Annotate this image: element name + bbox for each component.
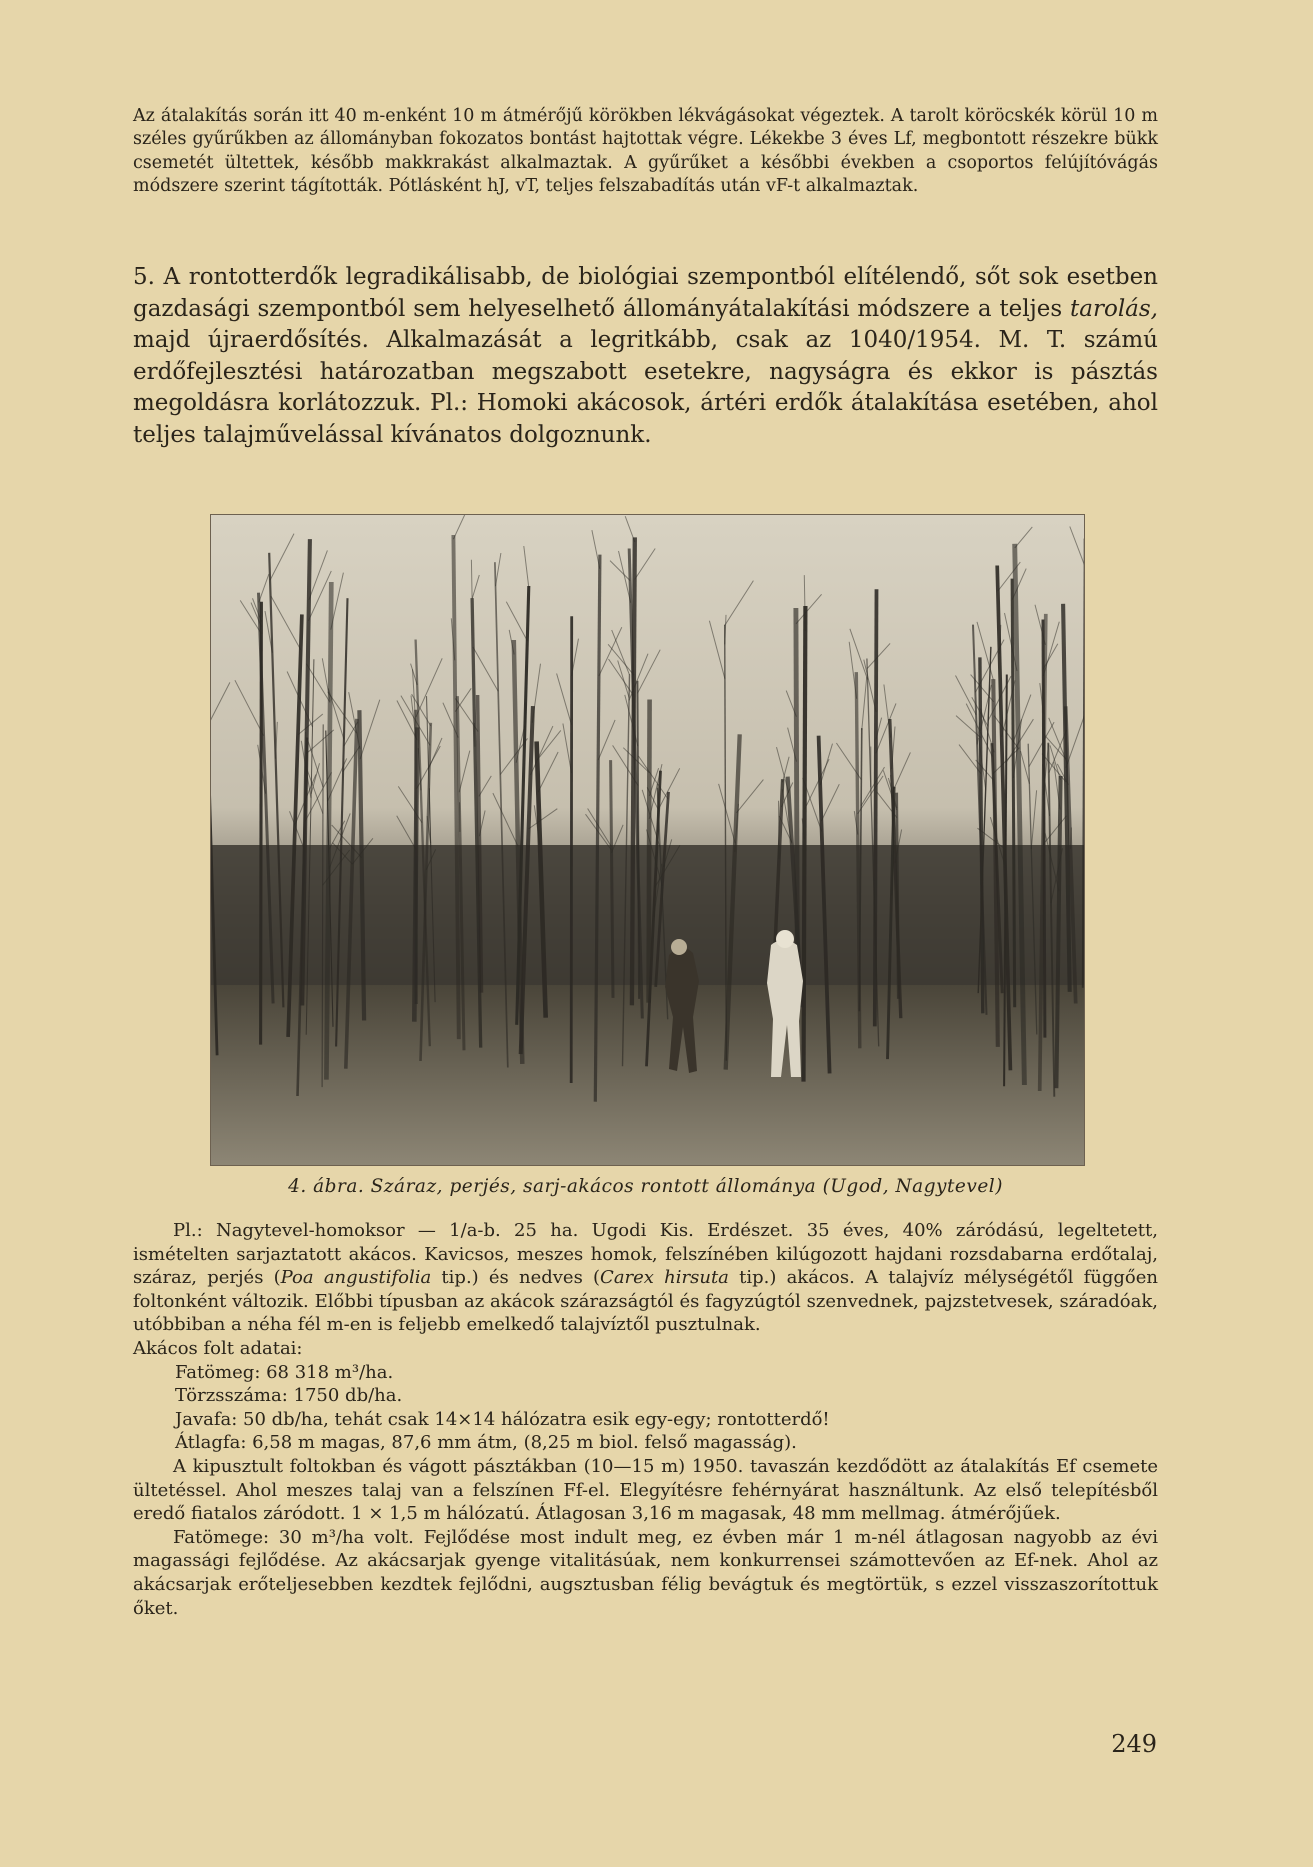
forest-photograph [210,514,1085,1166]
intro-paragraph: Az átalakítás során itt 40 m-enként 10 m átmérőjű körökben lékvágásokat végeztek. A tarolt köröcskék körül 10 m széles gyűrűkben az állományban fokozatos bontást hajtottak végre. Lékekbe 3 éves Lf, megbontott részekre bükk csemetét ültettek, később makkrakást alkalmaztak. A gyűrűket a későbbi években a csoportos felújítóvágás módszere szerint tágították. Pótlásként hJ, vT, teljes felszabadítás után vF-t alkalmaztak. [133,106,1158,197]
data-fatomeg: Fatömeg: 68 318 m³/ha. [175,1361,394,1383]
section-5-text-b: majd újraerdősítés. Alkalmazását a legritkább, csak az 1040/1954. M. T. számú erdőfejlesztési határozatban megszabott esetekre, nagyságra és ekkor is pásztás megoldásra korlátozzuk. Pl.: Homoki akácosok, ártéri erdők átalakítása esetében, ahol teljes talajművelással kívánatos dolgoznunk. [133,327,1158,448]
section-5-italic: tarolás, [1070,295,1158,322]
growth-paragraph: Fatömege: 30 m³/ha volt. Fejlődése most indult meg, ez évben már 1 m-nél átlagosan nagyobb az évi magassági fejlődése. Az akácsarjak gyenge vitalitásúak, nem konkurrensei számottevően az Ef-nek. Ahol az akácsarjak erőteljesebben kezdtek fejlődni, augsztusban félig bevágtuk és megtörtük, s ezzel visszaszorítottuk őket. [133,1526,1158,1619]
example-paragraph [133,1219,1158,1337]
data-atlagfa: Átlagfa: 6,58 m magas, 87,6 mm átm, (8,25 m biol. felső magasság). [175,1432,797,1454]
section-5-text-a: 5. A rontotterdők legradikálisabb, de biológiai szempontból elítélendő, sőt sok esetben gazdasági szempontból sem helyeselhető állományátalakítási módszere a teljes [133,264,1158,322]
example-text-e: tip.) akácos. A talajvíz mélységétől függően foltonként változik. Előbbi típusban az akácok szárazságtól és fagyzúgtól szenvednek, pajzstetvesek, száradóak, utóbbiban a néha fél m-en is feljebb emelkedő talajvíztől pusztulnak. [133,1267,1158,1336]
data-torzsszam: Törzsszáma: 1750 db/ha. [175,1385,403,1407]
species-carex: Carex hirsuta [600,1267,729,1289]
data-heading: Akácos folt adatai: [133,1337,303,1359]
example-text-a: Pl.: Nagytevel-homoksor — 1/a-b. 25 ha. Ugodi Kis. Erdészet. 35 éves, 40% záródású, legeltetett, ismételten sarjaztatott akácos. Kavicsos, meszes homok, felszínében kilúgozott hajdani rozsdabarna erdőtalaj, száraz, perjés ( [133,1220,1158,1289]
page-number: 249 [1111,1730,1157,1758]
example-section [133,1219,1158,1620]
conversion-paragraph: A kipusztult foltokban és vágott pásztákban (10—15 m) 1950. tavaszán kezdődött az átalakítás Ef csemete ültetéssel. Ahol meszes talaj van a felszínen Ff-el. Elegyítésre fehérnyárat használtunk. Az első telepítésből eredő fiatalos záródott. 1 × 1,5 m hálózatú. Átlagosan 3,16 m magasak, 48 mm mellmag. átmérőjűek. [133,1455,1158,1525]
section-5-paragraph [133,262,1158,451]
figure-caption: 4. ábra. Száraz, perjés, sarj-akácos rontott állománya (Ugod, Nagytevel) [288,1176,1003,1197]
data-javafa: Javafa: 50 db/ha, tehát csak 14×14 hálózatra esik egy-egy; rontotterdő! [175,1408,830,1430]
example-text-c: tip.) és nedves ( [431,1267,601,1289]
species-poa: Poa angustifolia [280,1267,432,1289]
